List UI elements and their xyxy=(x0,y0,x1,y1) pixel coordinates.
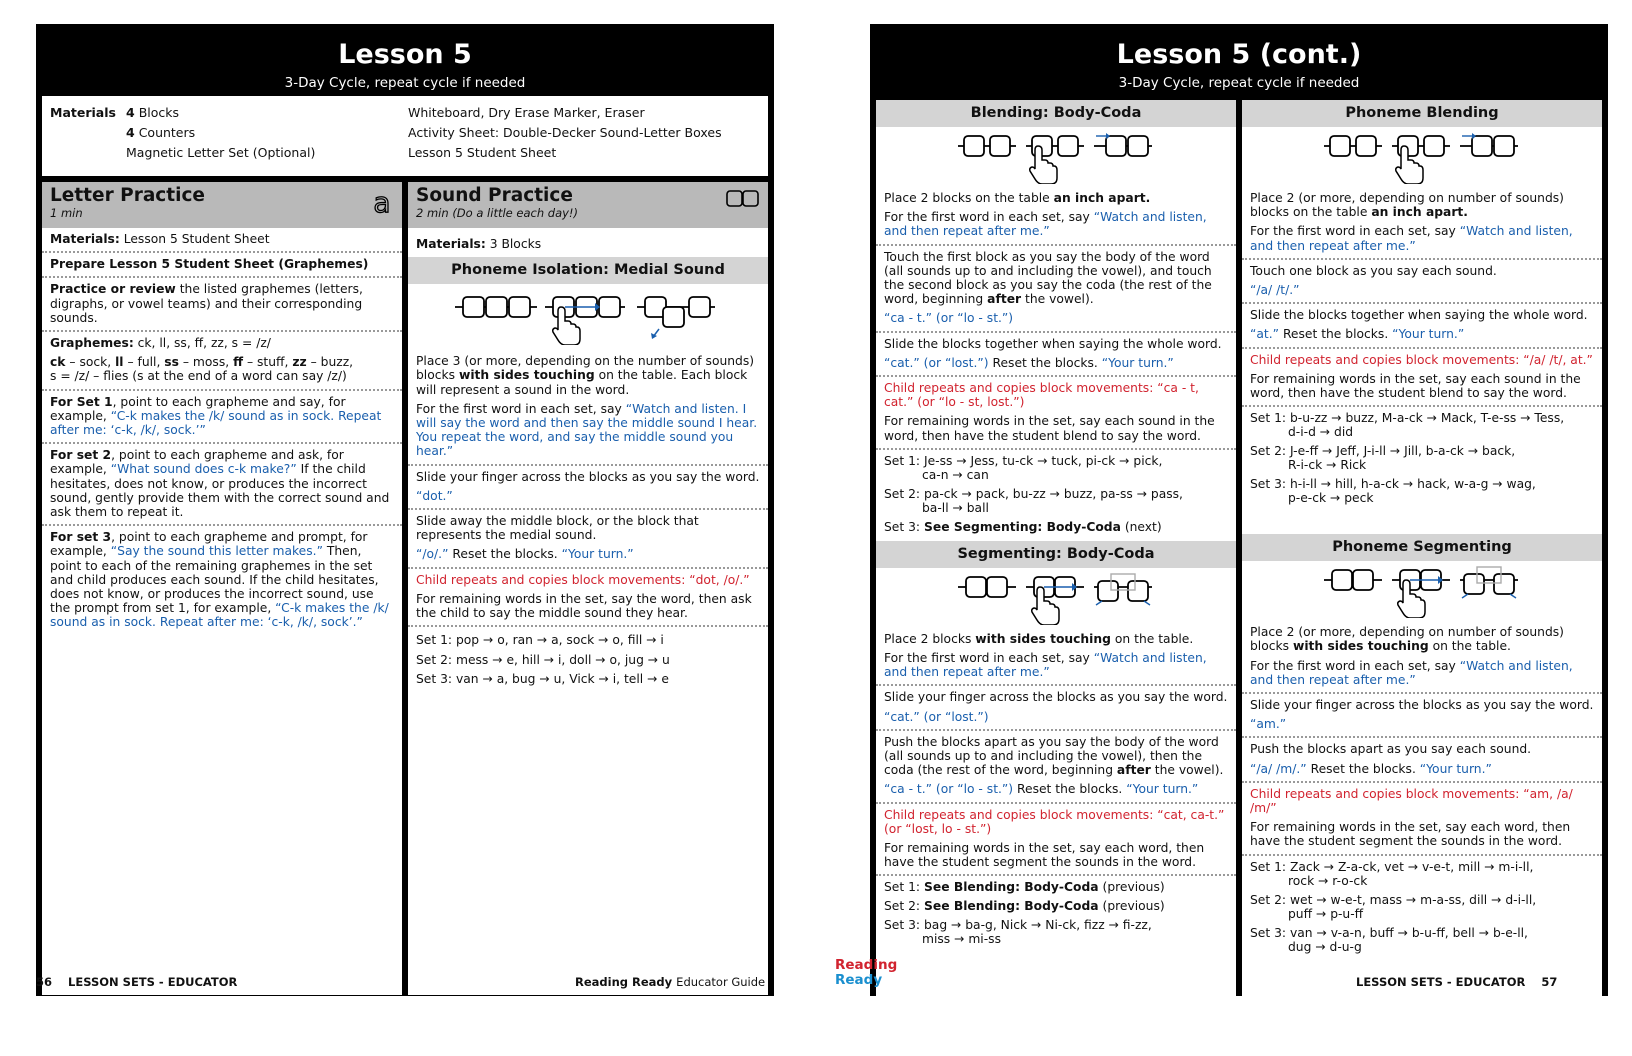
word-set: Set 3: h-i-ll → hill, h-a-ck → hack, w-a-g → wag, p-e-ck → peck xyxy=(1250,477,1536,506)
step-push-apart: Push the blocks apart as you say each sound. “/a/ /m/.” Reset the blocks. “Your turn.” xyxy=(1242,738,1602,782)
reading-ready-logo: Reading Ready xyxy=(835,957,898,988)
step-slide-together: Slide the blocks together when saying the whole word. “cat.” (or “lost.”) Reset the blocks. “Your turn.” xyxy=(876,333,1236,377)
word-set: Set 2: J-e-ff → Jeff, J-i-ll → Jill, b-a-ck → back, R-i-ck → Rick xyxy=(1250,444,1516,473)
step-place-blocks: Place 2 (or more, depending on number of sounds) blocks on the table an inch apart. For the first word in each set, say “Watch and listen, and then repeat after me.” xyxy=(1242,187,1602,260)
footer-guide-title: Reading Ready Educator Guide xyxy=(575,975,766,989)
material-item: 4 Blocks xyxy=(126,105,180,120)
block-diagram xyxy=(1242,561,1602,621)
phoneme-blending-diagram-icon xyxy=(1322,130,1522,184)
step-child-repeats: Child repeats and copies block movements: “ca - t, cat.” (or “lo - st, lost.”) For remaining words in the set, say each sound in the word, then have the student blend to say the word. xyxy=(876,377,1236,450)
materials-label: Materials xyxy=(50,105,116,120)
body-coda-column xyxy=(876,100,1236,996)
step-slide-together: Slide the blocks together when saying the whole word. “at.” Reset the blocks. “Your turn.” xyxy=(1242,304,1602,348)
materials-col-2 xyxy=(408,103,722,163)
materials-row: Materials: Lesson 5 Student Sheet xyxy=(42,228,402,253)
word-set: Set 1: pop → o, ran → a, sock → o, fill → i xyxy=(416,633,664,648)
set1-instructions: For Set 1, point to each grapheme and say, for example, “C-k makes the /k/ sound as in sock. Repeat after me: ‘c-k, /k/, sock.’” xyxy=(42,391,402,445)
letter-a-icon xyxy=(370,190,394,220)
word-set: Set 3: bag → ba-g, Nick → Ni-ck, fizz → fi-zz, miss → mi-ss xyxy=(884,918,1152,947)
letter-practice-column xyxy=(42,182,402,995)
phoneme-column xyxy=(1242,100,1602,996)
word-set: Set 2: wet → w-e-t, mass → m-a-ss, dill → d-i-ll, puff → p-u-ff xyxy=(1250,892,1537,921)
medial-sound-diagram-icon xyxy=(453,289,723,345)
subsection-title: Blending: Body-Coda xyxy=(876,100,1236,127)
subsection-title: Segmenting: Body-Coda xyxy=(876,541,1236,568)
materials-row: Materials: 3 Blocks xyxy=(416,237,542,251)
prepare-row: Prepare Lesson 5 Student Sheet (Graphemes) xyxy=(42,253,402,278)
section-title: Letter Practice xyxy=(50,185,205,206)
word-set: Set 1: Je-ss → Jess, tu-ck → tuck, pi-ck → pick, ca-n → can xyxy=(884,453,1163,482)
step-touch-blocks: Touch one block as you say each sound. “/a/ /t/.” xyxy=(1242,260,1602,304)
word-set: Set 1: Zack → Z-a-ck, vet → v-e-t, mill → m-i-ll, rock → r-o-ck xyxy=(1250,859,1534,888)
step-child-repeats: Child repeats and copies block movements: “am, /a/ /m/” For remaining words in the set, say each word, then have the student segment the sounds in the word. xyxy=(1242,783,1602,856)
step-slide-away: Slide away the middle block, or the block that represents the medial sound. “/o/.” Reset the blocks. “Your turn.” xyxy=(408,510,768,569)
step-place-blocks: Place 3 (or more, depending on the number of sounds) blocks with sides touching on the table. Each block will represent a sound in the word. For the first word in each set, say “Watch and listen. I will say the word and then say the middle sound I hear. You repeat the word, and say the middle sound you hear.” xyxy=(408,350,768,465)
word-set: Set 3: van → a, bug → u, Vick → i, tell → e xyxy=(416,672,669,687)
material-item: Magnetic Letter Set (Optional) xyxy=(126,145,316,160)
phoneme-segmenting-diagram-icon xyxy=(1322,564,1522,618)
svg-text:a: a xyxy=(373,190,391,216)
word-set: Set 2: See Blending: Body-Coda (previous) xyxy=(884,899,1165,914)
lesson-page-left xyxy=(36,24,774,996)
lesson-title: Lesson 5 xyxy=(338,39,472,70)
word-sets xyxy=(876,876,1236,951)
footer-left: 56 LESSON SETS - EDUCATOR xyxy=(36,975,238,989)
subsection-title: Phoneme Blending xyxy=(1242,100,1602,127)
lesson-subtitle: 3-Day Cycle, repeat cycle if needed xyxy=(284,75,526,91)
word-sets xyxy=(408,627,768,695)
lesson-header xyxy=(876,30,1602,94)
material-item: Whiteboard, Dry Erase Marker, Eraser xyxy=(408,105,645,120)
step-push-apart: Push the blocks apart as you say the body of the word (all sounds up to and including the vowel), then the coda (the rest of the word, beginning after the vowel). “ca - t.” (or “lo - st.”) Reset the blocks. “Your turn.” xyxy=(876,731,1236,804)
word-set: Set 3: van → v-a-n, buff → b-u-ff, bell → b-e-ll, dug → d-u-g xyxy=(1250,925,1528,954)
blocks-icon xyxy=(726,190,760,212)
material-item: 4 Counters xyxy=(126,125,196,140)
word-set: Set 1: See Blending: Body-Coda (previous) xyxy=(884,880,1165,895)
material-item: Lesson 5 Student Sheet xyxy=(408,145,557,160)
step-slide-finger: Slide your finger across the blocks as you say the word. “cat.” (or “lost.”) xyxy=(876,686,1236,730)
practice-row: Practice or review the listed graphemes (letters, digraphs, or vowel teams) and their corresponding sounds. xyxy=(42,278,402,332)
material-item: Activity Sheet: Double-Decker Sound-Letter Boxes xyxy=(408,125,722,140)
sound-practice-header xyxy=(408,182,768,228)
step-child-repeats: Child repeats and copies block movements: “dot, /o/.” For remaining words in the set, say the word, then ask the child to say the middle sound they hear. xyxy=(408,569,768,628)
footer-right: LESSON SETS - EDUCATOR 57 xyxy=(1356,975,1558,989)
materials-box xyxy=(42,96,768,176)
word-set: Set 2: mess → e, hill → i, doll → o, jug → u xyxy=(416,652,670,667)
sound-practice-column xyxy=(408,182,768,995)
section-title: Sound Practice xyxy=(416,185,573,206)
word-sets xyxy=(1242,856,1602,959)
word-set: Set 1: b-u-zz → buzz, M-a-ck → Mack, T-e-ss → Tess, d-i-d → did xyxy=(1250,411,1565,440)
step-slide-finger: Slide your finger across the blocks as you say the word. “am.” xyxy=(1242,694,1602,738)
blending-diagram-icon xyxy=(956,130,1156,184)
step-child-repeats: Child repeats and copies block movements: “cat, ca-t.” (or “lost, lo - st.”) For remaining words in the set, say each word, then have the student segment the sounds in the word. xyxy=(876,804,1236,877)
step-touch-blocks: Touch the first block as you say the body of the word (all sounds up to and including the vowel), and touch the second block as you say the coda (the rest of the word, beginning after the vowel). “ca - t.” (or “lo - st.”) xyxy=(876,246,1236,333)
step-slide-finger: Slide your finger across the blocks as you say the word. “dot.” xyxy=(408,466,768,510)
step-place-blocks: Place 2 blocks with sides touching on the table. For the first word in each set, say “Watch and listen, and then repeat after me.” xyxy=(876,628,1236,687)
lesson-subtitle: 3-Day Cycle, repeat cycle if needed xyxy=(1118,75,1360,91)
block-diagram xyxy=(876,568,1236,628)
step-child-repeats: Child repeats and copies block movements: “/a/ /t/, at.” For remaining words in the set, say each sound in the word, then have the student blend to say the word. xyxy=(1242,349,1602,408)
lesson-header xyxy=(42,30,768,94)
lesson-title: Lesson 5 (cont.) xyxy=(1116,39,1362,70)
materials-col-1 xyxy=(126,103,315,163)
block-diagram xyxy=(408,284,768,350)
word-set: Set 3: See Segmenting: Body-Coda (next) xyxy=(884,519,1162,534)
word-set: Set 2: pa-ck → pack, bu-zz → buzz, pa-ss → pass, ba-ll → ball xyxy=(884,486,1183,515)
letter-practice-header xyxy=(42,182,402,228)
step-place-blocks: Place 2 (or more, depending on number of sounds) blocks with sides touching on the table. For the first word in each set, say “Watch and listen, and then repeat after me.” xyxy=(1242,621,1602,694)
block-diagram xyxy=(1242,127,1602,187)
step-place-blocks: Place 2 blocks on the table an inch apart. For the first word in each set, say “Watch and listen, and then repeat after me.” xyxy=(876,187,1236,246)
word-sets xyxy=(1242,407,1602,510)
subsection-title: Phoneme Segmenting xyxy=(1242,534,1602,561)
segmenting-diagram-icon xyxy=(956,571,1156,625)
graphemes-row: Graphemes: ck, ll, ss, ff, zz, s = /z/ ck – sock, ll – full, ss – moss, ff – stuff, zz – buzz, s = /z/ – flies (s at the end of a word can say /z/) xyxy=(42,332,402,391)
set2-instructions: For set 2, point to each grapheme and ask, for example, “What sound does c-k make?” If the child hesitates, does not know, or produces the incorrect sound, gently provide them with the correct sound and ask them to repeat it. xyxy=(42,444,402,526)
word-sets xyxy=(876,450,1236,539)
section-duration: 1 min xyxy=(50,206,83,220)
lesson-page-right xyxy=(870,24,1608,996)
set3-instructions: For set 3, point to each grapheme and prompt, for example, “Say the sound this letter makes.” Then, point to each of the remaining graphemes in the set and child produces each sound. If the child hesitates, does not know, or produces the incorrect sound, use the prompt from set 1, for example, “C-k makes the /k/ sound as in sock. Repeat after me: ‘c-k, /k/, sock’.” xyxy=(50,530,389,630)
block-diagram xyxy=(876,127,1236,187)
section-duration: 2 min (Do a little each day!) xyxy=(416,206,579,220)
subsection-title: Phoneme Isolation: Medial Sound xyxy=(408,257,768,284)
